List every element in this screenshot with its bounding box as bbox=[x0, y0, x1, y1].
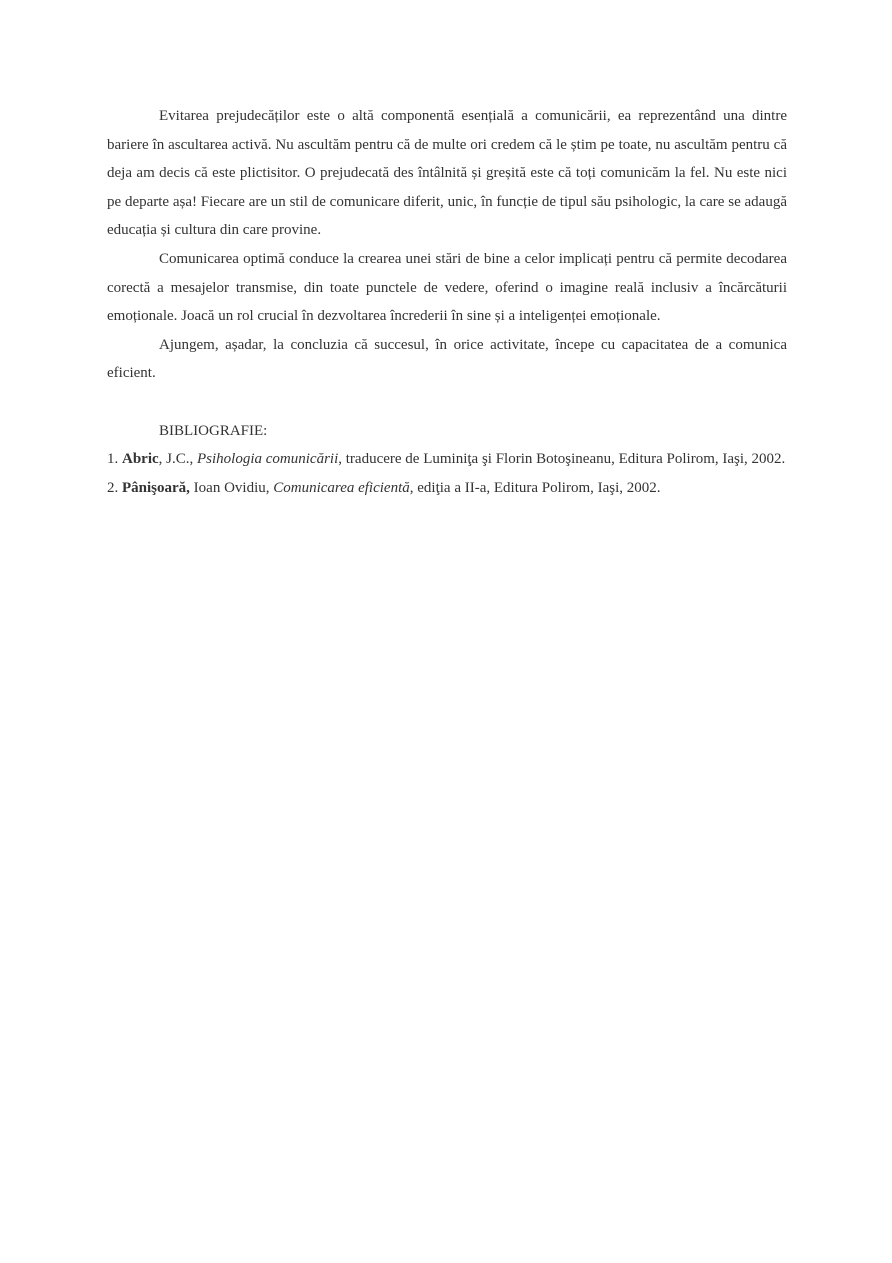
ref-title: Psihologia comunicării bbox=[197, 451, 339, 468]
document-page bbox=[107, 102, 787, 502]
paragraph-optimal-communication: Comunicarea optimă conduce la crearea unei stări de bine a celor implicați pentru că permite decodarea corectă a mesajelor transmise, din toate punctele de vedere, oferind o imagine reală inclusiv a încărcăturii emoționale. Joacă un rol crucial în dezvoltarea încrederii în sine și a inteligenței emoționale. bbox=[107, 250, 787, 325]
ref-title: Comunicarea eficientă bbox=[273, 479, 410, 496]
ref-author: Abric bbox=[122, 451, 159, 468]
bibliography-entry bbox=[107, 474, 787, 503]
ref-author-rest: Ioan Ovidiu, bbox=[189, 479, 274, 496]
ref-author-rest: , J.C., bbox=[158, 451, 198, 468]
ref-number: 2. bbox=[107, 479, 119, 496]
paragraph-conclusion: Ajungem, așadar, la concluzia că succesul, în orice activitate, începe cu capacitatea de a comunica eficient. bbox=[107, 336, 787, 382]
paragraph-prejudices: Evitarea prejudecăților este o altă componentă esențială a comunicării, ea reprezentând una dintre bariere în ascultarea activă. Nu ascultăm pentru că de multe ori credem că le știm pe toate, nu ascultăm pentru că deja am decis că este plictisitor. O prejudecată des întâlnită și greșită este că toți comunicăm la fel. Nu este nici pe departe așa! Fiecare are un stil de comunicare diferit, unic, în funcție de tipul său psihologic, la care se adaugă educația și cultura din care provine. bbox=[107, 108, 787, 239]
ref-details: , traducere de Luminiţa şi Florin Botoşineanu, Editura Polirom, Iaşi, 2002. bbox=[338, 451, 786, 468]
bibliography-heading: BIBLIOGRAFIE: bbox=[159, 422, 268, 439]
ref-author: Pânişoară, bbox=[122, 479, 190, 496]
ref-details: , ediţia a II-a, Editura Polirom, Iaşi, 2002. bbox=[409, 479, 661, 496]
ref-number: 1. bbox=[107, 451, 119, 468]
bibliography-entry bbox=[107, 445, 787, 474]
